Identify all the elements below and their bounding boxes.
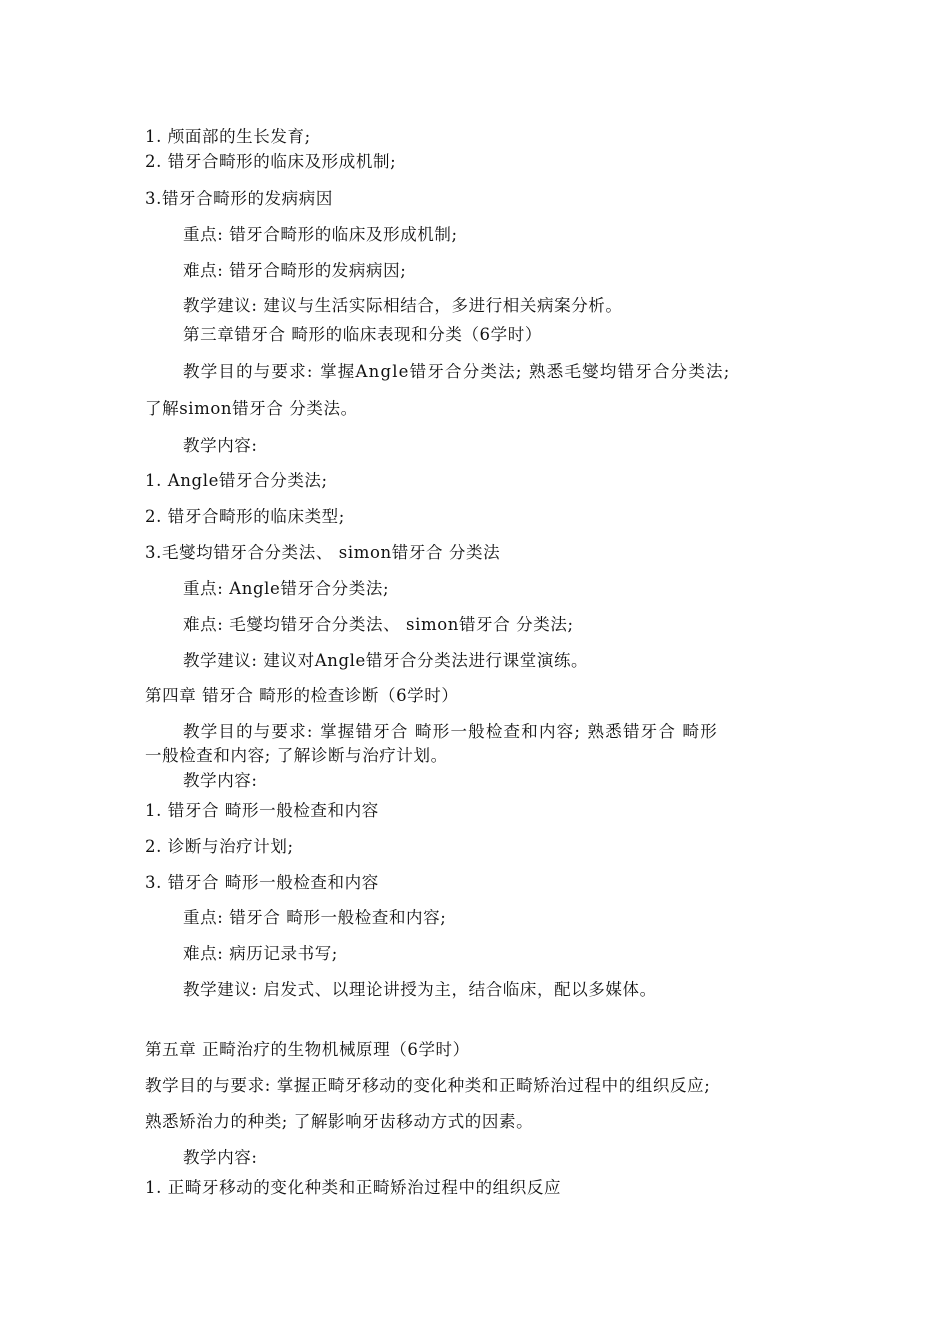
list-item-1: 1. Angle错牙合分类法; [145, 471, 328, 490]
difficult-point: 难点: 错牙合畸形的发病病因; [183, 261, 407, 280]
teaching-content-label: 教学内容: [183, 1148, 258, 1167]
list-item-3: 3.错牙合畸形的发病病因 [145, 189, 333, 208]
chapter-4-objectives: 教学目的与要求: 掌握错牙合 畸形一般检查和内容; 熟悉错牙合 畸形 [183, 722, 718, 741]
key-point: 重点: 错牙合 畸形一般检查和内容; [183, 908, 447, 927]
teaching-suggestion: 教学建议: 建议对Angle错牙合分类法进行课堂演练。 [183, 651, 589, 670]
difficult-point: 难点: 病历记录书写; [183, 944, 338, 963]
list-item-2: 2. 诊断与治疗计划; [145, 837, 294, 856]
chapter-3-heading: 第三章错牙合 畸形的临床表现和分类（6学时） [183, 325, 542, 344]
chapter-4-heading: 第四章 错牙合 畸形的检查诊断（6学时） [145, 686, 459, 705]
key-point: 重点: Angle错牙合分类法; [183, 579, 390, 598]
chapter-5-heading: 第五章 正畸治疗的生物机械原理（6学时） [145, 1040, 470, 1059]
list-item-1: 1. 颅面部的生长发育; [145, 127, 311, 146]
chapter-4-objectives-cont: 一般检查和内容; 了解诊断与治疗计划。 [145, 746, 448, 765]
teaching-content-label: 教学内容: [183, 771, 258, 790]
list-item-2: 2. 错牙合畸形的临床类型; [145, 507, 345, 526]
key-point: 重点: 错牙合畸形的临床及形成机制; [183, 225, 458, 244]
list-item-2: 2. 错牙合畸形的临床及形成机制; [145, 152, 397, 171]
teaching-content-label: 教学内容: [183, 436, 258, 455]
chapter-3-objectives-cont: 了解simon错牙合 分类法。 [145, 399, 358, 418]
teaching-suggestion: 教学建议: 建议与生活实际相结合，多进行相关病案分析。 [183, 296, 623, 315]
list-item-1: 1. 错牙合 畸形一般检查和内容 [145, 801, 379, 820]
difficult-point: 难点: 毛燮均错牙合分类法、 simon错牙合 分类法; [183, 615, 574, 634]
list-item-3: 3. 错牙合 畸形一般检查和内容 [145, 873, 379, 892]
teaching-suggestion: 教学建议: 启发式、以理论讲授为主，结合临床，配以多媒体。 [183, 980, 657, 999]
chapter-5-objectives-cont: 熟悉矫治力的种类; 了解影响牙齿移动方式的因素。 [145, 1112, 534, 1131]
chapter-5-objectives: 教学目的与要求: 掌握正畸牙移动的变化种类和正畸矫治过程中的组织反应; [145, 1076, 711, 1095]
list-item-1: 1. 正畸牙移动的变化种类和正畸矫治过程中的组织反应 [145, 1178, 562, 1197]
chapter-3-objectives: 教学目的与要求: 掌握Angle错牙合分类法; 熟悉毛燮均错牙合分类法; [183, 362, 731, 381]
list-item-3: 3.毛燮均错牙合分类法、 simon错牙合 分类法 [145, 543, 501, 562]
